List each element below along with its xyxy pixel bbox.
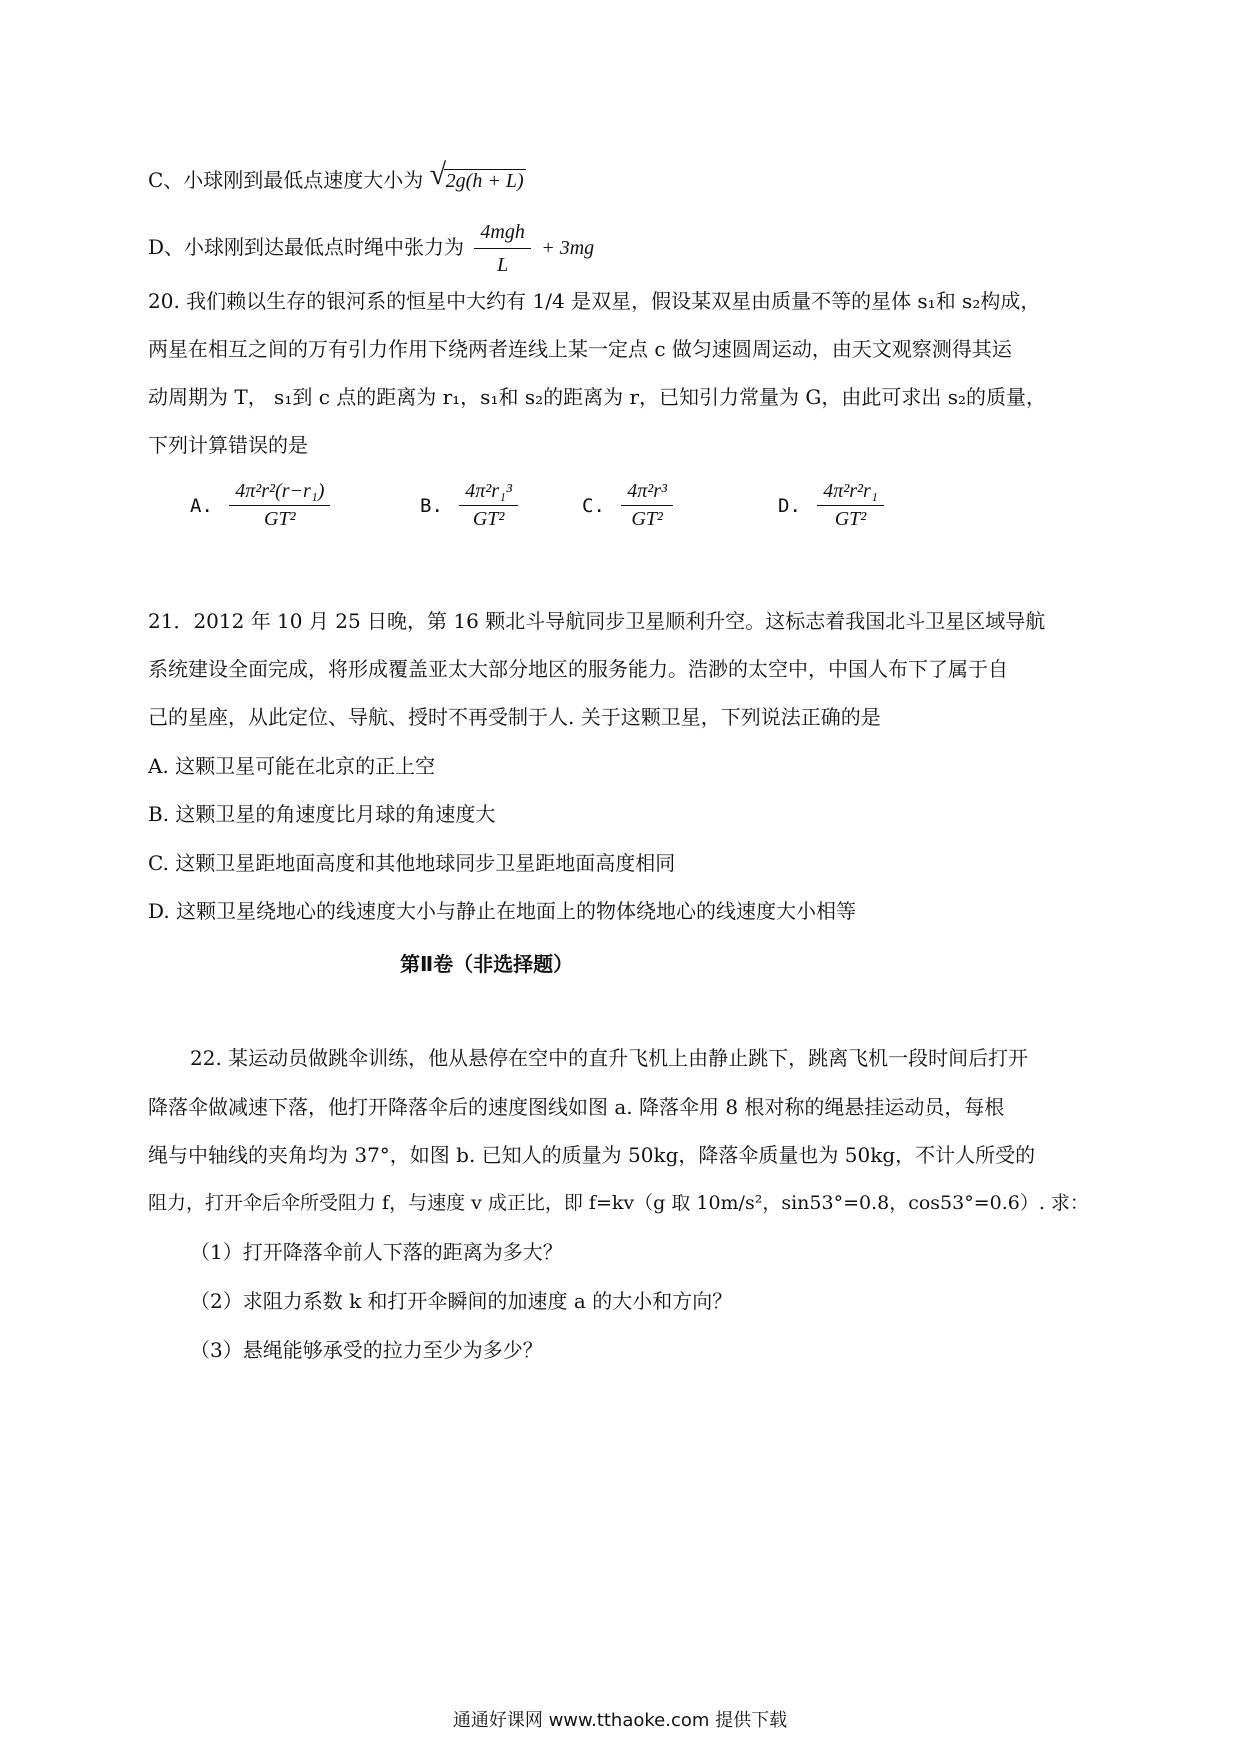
q19-option-c-text: C、小球刚到最低点速度大小为 <box>148 168 424 192</box>
sqrt-expression: √ 2g(h + L) <box>429 158 524 192</box>
q19-option-d-text: D、小球刚到达最低点时绳中张力为 <box>148 235 465 259</box>
fraction-denominator: GT² <box>631 508 663 530</box>
q22-sub-1: （1）打开降落伞前人下落的距离为多大？ <box>190 1240 563 1264</box>
option-letter: D. <box>778 494 801 517</box>
q21-line-3: 己的星座，从此定位、导航、授时不再受制于人. 关于这颗卫星，下列说法正确的是 <box>148 705 881 729</box>
q22-sub-3: （3）悬绳能够承受的拉力至少为多少？ <box>190 1338 543 1362</box>
option-letter: A. <box>190 494 213 517</box>
tension-fraction <box>474 218 530 279</box>
q21-option-d: D. 这颗卫星绕地心的线速度大小与静止在地面上的物体绕地心的线速度大小相等 <box>148 899 857 923</box>
q20-line-3: 动周期为 T， s₁到 c 点的距离为 r₁，s₁和 s₂的距离为 r，已知引力常量为 G，由此可求出 s₂的质量， <box>148 385 1046 409</box>
q21-option-a: A. 这颗卫星可能在北京的正上空 <box>148 754 436 778</box>
q20-option-c <box>582 480 677 531</box>
q20-option-b <box>420 480 522 531</box>
q20-line-2: 两星在相互之间的万有引力作用下绕两者连线上某一定点 c 做匀速圆周运动，由天文观察测得其运 <box>148 337 1012 361</box>
q21-line-2: 系统建设全面完成，将形成覆盖亚太大部分地区的服务能力。浩渺的太空中，中国人布下了属于自 <box>148 657 1008 681</box>
q21-line-1: 21．2012 年 10 月 25 日晚，第 16 颗北斗导航同步卫星顺利升空。这标志着我国北斗卫星区域导航 <box>148 609 1046 633</box>
q22-line-2: 降落伞做减速下落，他打开降落伞后的速度图线如图 a. 降落伞用 8 根对称的绳悬挂运动员，每根 <box>148 1095 1005 1119</box>
option-letter: C. <box>582 494 605 517</box>
q20-option-a <box>190 480 334 531</box>
fraction-denominator: GT² <box>834 508 867 530</box>
option-fraction <box>459 480 518 531</box>
q22-line-4: 阻力，打开伞后伞所受阻力 f，与速度 v 成正比，即 f=kv（g 取 10m/s²，sin53°=0.8，cos53°=0.6）. 求： <box>148 1192 1089 1214</box>
q20-option-d <box>778 480 888 531</box>
q19-option-c <box>148 158 526 195</box>
option-fraction <box>621 480 673 531</box>
fraction-numerator: 4π²r²r₁ <box>817 480 884 506</box>
fraction-denominator: L <box>497 254 509 276</box>
fraction-numerator: 4π²r³ <box>621 480 673 506</box>
fraction-numerator: 4π²r²(r−r₁) <box>229 480 330 506</box>
option-fraction <box>817 480 884 531</box>
section-heading: 第Ⅱ卷（非选择题） <box>400 952 574 976</box>
q21-option-b: B. 这颗卫星的角速度比月球的角速度大 <box>148 802 496 826</box>
q21-option-c: C. 这颗卫星距地面高度和其他地球同步卫星距地面高度相同 <box>148 851 676 875</box>
option-fraction <box>229 480 330 531</box>
q19-option-d <box>148 218 594 279</box>
q20-line-1: 20. 我们赖以生存的银河系的恒星中大约有 1/4 是双星，假设某双星由质量不等的星体 s₁和 s₂构成， <box>148 289 1041 313</box>
fraction-numerator: 4mgh <box>474 218 530 249</box>
fraction-denominator: GT² <box>472 508 505 530</box>
q20-line-4: 下列计算错误的是 <box>148 433 308 457</box>
q22-line-3: 绳与中轴线的夹角均为 37°，如图 b. 已知人的质量为 50kg，降落伞质量也为 50kg，不计人所受的 <box>148 1143 1036 1167</box>
q22-line-1: 22. 某运动员做跳伞训练，他从悬停在空中的直升飞机上由静止跳下，跳离飞机一段时间后打开 <box>190 1046 1029 1070</box>
footer-credit: 通通好课网 www.tthaoke.com 提供下载 <box>452 1710 788 1731</box>
fraction-tail: + 3mg <box>541 237 595 259</box>
fraction-denominator: GT² <box>264 508 296 530</box>
option-letter: B. <box>420 494 443 517</box>
q22-sub-2: （2）求阻力系数 k 和打开伞瞬间的加速度 a 的大小和方向？ <box>190 1289 733 1313</box>
sqrt-radicand: 2g(h + L) <box>445 170 524 192</box>
fraction-numerator: 4π²r₁³ <box>459 480 518 506</box>
